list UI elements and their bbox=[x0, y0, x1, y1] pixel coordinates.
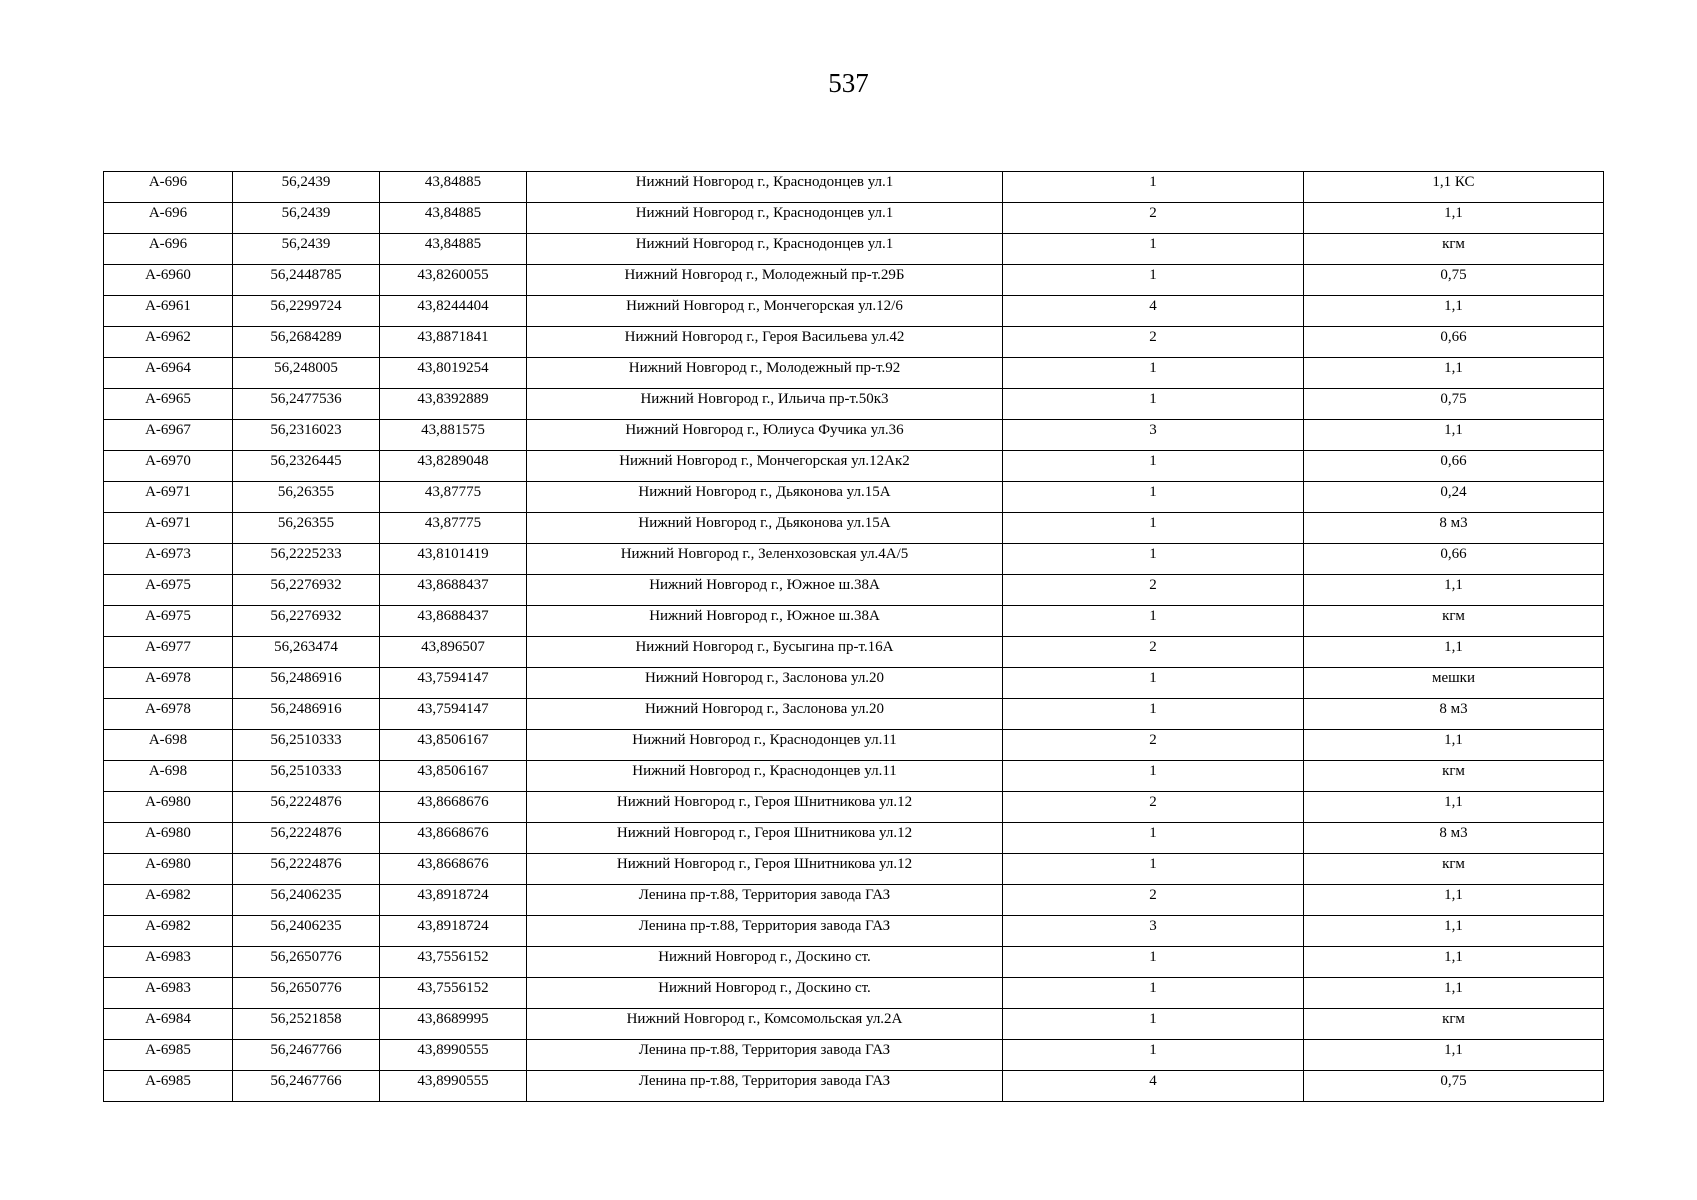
longitude-cell: 43,8260055 bbox=[380, 265, 527, 296]
latitude-cell: 56,2224876 bbox=[233, 792, 380, 823]
longitude-cell: 43,8392889 bbox=[380, 389, 527, 420]
longitude-cell: 43,8506167 bbox=[380, 730, 527, 761]
longitude-cell: 43,8101419 bbox=[380, 544, 527, 575]
table-row bbox=[104, 420, 1604, 451]
row-id-cell: А-6961 bbox=[104, 296, 233, 327]
longitude-cell: 43,8871841 bbox=[380, 327, 527, 358]
table-row bbox=[104, 637, 1604, 668]
row-id-cell: А-6985 bbox=[104, 1040, 233, 1071]
latitude-cell: 56,248005 bbox=[233, 358, 380, 389]
latitude-cell: 56,2510333 bbox=[233, 761, 380, 792]
row-id-cell: А-6977 bbox=[104, 637, 233, 668]
count-cell: 1 bbox=[1003, 978, 1304, 1009]
address-cell: Нижний Новгород г., Краснодонцев ул.1 bbox=[527, 234, 1003, 265]
row-id-cell: А-698 bbox=[104, 761, 233, 792]
latitude-cell: 56,2406235 bbox=[233, 916, 380, 947]
volume-cell: 1,1 bbox=[1304, 730, 1604, 761]
volume-cell: кгм bbox=[1304, 854, 1604, 885]
address-cell: Нижний Новгород г., Героя Васильева ул.42 bbox=[527, 327, 1003, 358]
table-row bbox=[104, 203, 1604, 234]
longitude-cell: 43,896507 bbox=[380, 637, 527, 668]
row-id-cell: А-6971 bbox=[104, 513, 233, 544]
address-cell: Ленина пр-т.88, Территория завода ГАЗ bbox=[527, 1040, 1003, 1071]
longitude-cell: 43,84885 bbox=[380, 203, 527, 234]
table-row bbox=[104, 668, 1604, 699]
address-cell: Нижний Новгород г., Комсомольская ул.2А bbox=[527, 1009, 1003, 1040]
count-cell: 1 bbox=[1003, 699, 1304, 730]
data-table bbox=[103, 171, 1604, 1102]
longitude-cell: 43,8289048 bbox=[380, 451, 527, 482]
address-cell: Нижний Новгород г., Юлиуса Фучика ул.36 bbox=[527, 420, 1003, 451]
table-row bbox=[104, 699, 1604, 730]
longitude-cell: 43,8688437 bbox=[380, 575, 527, 606]
table-row bbox=[104, 947, 1604, 978]
longitude-cell: 43,87775 bbox=[380, 513, 527, 544]
count-cell: 2 bbox=[1003, 203, 1304, 234]
row-id-cell: А-6967 bbox=[104, 420, 233, 451]
address-cell: Нижний Новгород г., Краснодонцев ул.11 bbox=[527, 761, 1003, 792]
latitude-cell: 56,2510333 bbox=[233, 730, 380, 761]
count-cell: 1 bbox=[1003, 544, 1304, 575]
volume-cell: 1,1 bbox=[1304, 575, 1604, 606]
latitude-cell: 56,2684289 bbox=[233, 327, 380, 358]
latitude-cell: 56,263474 bbox=[233, 637, 380, 668]
table-row bbox=[104, 1009, 1604, 1040]
row-id-cell: А-6984 bbox=[104, 1009, 233, 1040]
table-row bbox=[104, 513, 1604, 544]
table-row bbox=[104, 885, 1604, 916]
count-cell: 1 bbox=[1003, 1009, 1304, 1040]
row-id-cell: А-6970 bbox=[104, 451, 233, 482]
latitude-cell: 56,2467766 bbox=[233, 1071, 380, 1102]
volume-cell: 1,1 bbox=[1304, 637, 1604, 668]
volume-cell: 8 м3 bbox=[1304, 513, 1604, 544]
count-cell: 1 bbox=[1003, 172, 1304, 203]
page-number: 537 bbox=[828, 68, 869, 98]
address-cell: Нижний Новгород г., Героя Шнитникова ул.12 bbox=[527, 792, 1003, 823]
latitude-cell: 56,2224876 bbox=[233, 823, 380, 854]
count-cell: 2 bbox=[1003, 885, 1304, 916]
longitude-cell: 43,8019254 bbox=[380, 358, 527, 389]
address-cell: Нижний Новгород г., Доскино ст. bbox=[527, 978, 1003, 1009]
table-row bbox=[104, 1040, 1604, 1071]
count-cell: 1 bbox=[1003, 761, 1304, 792]
count-cell: 2 bbox=[1003, 730, 1304, 761]
volume-cell: 1,1 КС bbox=[1304, 172, 1604, 203]
longitude-cell: 43,8689995 bbox=[380, 1009, 527, 1040]
table-row bbox=[104, 234, 1604, 265]
latitude-cell: 56,2467766 bbox=[233, 1040, 380, 1071]
table-row bbox=[104, 544, 1604, 575]
count-cell: 4 bbox=[1003, 1071, 1304, 1102]
volume-cell: кгм bbox=[1304, 606, 1604, 637]
address-cell: Нижний Новгород г., Ильича пр-т.50к3 bbox=[527, 389, 1003, 420]
row-id-cell: А-6980 bbox=[104, 854, 233, 885]
count-cell: 1 bbox=[1003, 389, 1304, 420]
latitude-cell: 56,2650776 bbox=[233, 978, 380, 1009]
volume-cell: 0,66 bbox=[1304, 327, 1604, 358]
table-row bbox=[104, 296, 1604, 327]
row-id-cell: А-6975 bbox=[104, 575, 233, 606]
row-id-cell: А-6980 bbox=[104, 792, 233, 823]
count-cell: 1 bbox=[1003, 668, 1304, 699]
volume-cell: кгм bbox=[1304, 234, 1604, 265]
address-cell: Нижний Новгород г., Героя Шнитникова ул.12 bbox=[527, 823, 1003, 854]
longitude-cell: 43,87775 bbox=[380, 482, 527, 513]
longitude-cell: 43,7594147 bbox=[380, 699, 527, 730]
address-cell: Нижний Новгород г., Заслонова ул.20 bbox=[527, 699, 1003, 730]
table-row bbox=[104, 358, 1604, 389]
count-cell: 1 bbox=[1003, 234, 1304, 265]
latitude-cell: 56,26355 bbox=[233, 482, 380, 513]
table-body bbox=[104, 172, 1604, 1102]
volume-cell: 0,66 bbox=[1304, 544, 1604, 575]
latitude-cell: 56,2521858 bbox=[233, 1009, 380, 1040]
latitude-cell: 56,2299724 bbox=[233, 296, 380, 327]
latitude-cell: 56,2650776 bbox=[233, 947, 380, 978]
address-cell: Нижний Новгород г., Краснодонцев ул.11 bbox=[527, 730, 1003, 761]
address-cell: Нижний Новгород г., Дьяконова ул.15А bbox=[527, 482, 1003, 513]
row-id-cell: А-6965 bbox=[104, 389, 233, 420]
latitude-cell: 56,2439 bbox=[233, 234, 380, 265]
longitude-cell: 43,84885 bbox=[380, 234, 527, 265]
address-cell: Нижний Новгород г., Молодежный пр-т.92 bbox=[527, 358, 1003, 389]
row-id-cell: А-698 bbox=[104, 730, 233, 761]
address-cell: Нижний Новгород г., Героя Шнитникова ул.12 bbox=[527, 854, 1003, 885]
row-id-cell: А-6964 bbox=[104, 358, 233, 389]
volume-cell: кгм bbox=[1304, 1009, 1604, 1040]
count-cell: 1 bbox=[1003, 265, 1304, 296]
table-row bbox=[104, 451, 1604, 482]
address-cell: Нижний Новгород г., Доскино ст. bbox=[527, 947, 1003, 978]
latitude-cell: 56,2439 bbox=[233, 172, 380, 203]
count-cell: 1 bbox=[1003, 947, 1304, 978]
longitude-cell: 43,8668676 bbox=[380, 823, 527, 854]
table-row bbox=[104, 1071, 1604, 1102]
row-id-cell: А-6980 bbox=[104, 823, 233, 854]
latitude-cell: 56,2486916 bbox=[233, 699, 380, 730]
row-id-cell: А-6982 bbox=[104, 885, 233, 916]
longitude-cell: 43,8688437 bbox=[380, 606, 527, 637]
row-id-cell: А-696 bbox=[104, 203, 233, 234]
volume-cell: 0,75 bbox=[1304, 1071, 1604, 1102]
count-cell: 1 bbox=[1003, 823, 1304, 854]
address-cell: Нижний Новгород г., Зеленхозовская ул.4А/5 bbox=[527, 544, 1003, 575]
latitude-cell: 56,2477536 bbox=[233, 389, 380, 420]
latitude-cell: 56,2326445 bbox=[233, 451, 380, 482]
latitude-cell: 56,2448785 bbox=[233, 265, 380, 296]
volume-cell: 0,75 bbox=[1304, 389, 1604, 420]
count-cell: 1 bbox=[1003, 482, 1304, 513]
longitude-cell: 43,8990555 bbox=[380, 1071, 527, 1102]
address-cell: Нижний Новгород г., Краснодонцев ул.1 bbox=[527, 172, 1003, 203]
longitude-cell: 43,7556152 bbox=[380, 978, 527, 1009]
table-row bbox=[104, 823, 1604, 854]
address-cell: Нижний Новгород г., Краснодонцев ул.1 bbox=[527, 203, 1003, 234]
volume-cell: 1,1 bbox=[1304, 916, 1604, 947]
row-id-cell: А-6983 bbox=[104, 947, 233, 978]
volume-cell: 1,1 bbox=[1304, 947, 1604, 978]
row-id-cell: А-6978 bbox=[104, 668, 233, 699]
row-id-cell: А-6978 bbox=[104, 699, 233, 730]
table-row bbox=[104, 761, 1604, 792]
row-id-cell: А-6983 bbox=[104, 978, 233, 1009]
volume-cell: 0,24 bbox=[1304, 482, 1604, 513]
table-row bbox=[104, 327, 1604, 358]
table-row bbox=[104, 389, 1604, 420]
longitude-cell: 43,7556152 bbox=[380, 947, 527, 978]
count-cell: 3 bbox=[1003, 916, 1304, 947]
address-cell: Нижний Новгород г., Южное ш.38А bbox=[527, 606, 1003, 637]
table-row bbox=[104, 978, 1604, 1009]
row-id-cell: А-6985 bbox=[104, 1071, 233, 1102]
latitude-cell: 56,26355 bbox=[233, 513, 380, 544]
address-cell: Ленина пр-т.88, Территория завода ГАЗ bbox=[527, 916, 1003, 947]
longitude-cell: 43,8990555 bbox=[380, 1040, 527, 1071]
row-id-cell: А-696 bbox=[104, 234, 233, 265]
row-id-cell: А-6982 bbox=[104, 916, 233, 947]
row-id-cell: А-6960 bbox=[104, 265, 233, 296]
count-cell: 2 bbox=[1003, 327, 1304, 358]
longitude-cell: 43,8918724 bbox=[380, 916, 527, 947]
volume-cell: 1,1 bbox=[1304, 978, 1604, 1009]
row-id-cell: А-6971 bbox=[104, 482, 233, 513]
table-row bbox=[104, 792, 1604, 823]
address-cell: Нижний Новгород г., Мончегорская ул.12/6 bbox=[527, 296, 1003, 327]
volume-cell: 1,1 bbox=[1304, 792, 1604, 823]
table-row bbox=[104, 916, 1604, 947]
table-row bbox=[104, 482, 1604, 513]
count-cell: 1 bbox=[1003, 513, 1304, 544]
count-cell: 2 bbox=[1003, 637, 1304, 668]
latitude-cell: 56,2486916 bbox=[233, 668, 380, 699]
latitude-cell: 56,2276932 bbox=[233, 575, 380, 606]
address-cell: Нижний Новгород г., Мончегорская ул.12Ак2 bbox=[527, 451, 1003, 482]
count-cell: 1 bbox=[1003, 854, 1304, 885]
row-id-cell: А-696 bbox=[104, 172, 233, 203]
count-cell: 1 bbox=[1003, 1040, 1304, 1071]
volume-cell: 8 м3 bbox=[1304, 699, 1604, 730]
address-cell: Нижний Новгород г., Заслонова ул.20 bbox=[527, 668, 1003, 699]
longitude-cell: 43,8668676 bbox=[380, 854, 527, 885]
latitude-cell: 56,2224876 bbox=[233, 854, 380, 885]
longitude-cell: 43,8668676 bbox=[380, 792, 527, 823]
longitude-cell: 43,8506167 bbox=[380, 761, 527, 792]
table-row bbox=[104, 172, 1604, 203]
volume-cell: кгм bbox=[1304, 761, 1604, 792]
longitude-cell: 43,881575 bbox=[380, 420, 527, 451]
table-row bbox=[104, 606, 1604, 637]
row-id-cell: А-6962 bbox=[104, 327, 233, 358]
latitude-cell: 56,2406235 bbox=[233, 885, 380, 916]
volume-cell: 0,75 bbox=[1304, 265, 1604, 296]
longitude-cell: 43,84885 bbox=[380, 172, 527, 203]
count-cell: 1 bbox=[1003, 358, 1304, 389]
count-cell: 3 bbox=[1003, 420, 1304, 451]
table-row bbox=[104, 265, 1604, 296]
volume-cell: 1,1 bbox=[1304, 1040, 1604, 1071]
longitude-cell: 43,8918724 bbox=[380, 885, 527, 916]
count-cell: 1 bbox=[1003, 451, 1304, 482]
count-cell: 2 bbox=[1003, 575, 1304, 606]
count-cell: 4 bbox=[1003, 296, 1304, 327]
volume-cell: 1,1 bbox=[1304, 296, 1604, 327]
count-cell: 2 bbox=[1003, 792, 1304, 823]
longitude-cell: 43,7594147 bbox=[380, 668, 527, 699]
address-cell: Нижний Новгород г., Дьяконова ул.15А bbox=[527, 513, 1003, 544]
volume-cell: мешки bbox=[1304, 668, 1604, 699]
volume-cell: 1,1 bbox=[1304, 358, 1604, 389]
row-id-cell: А-6973 bbox=[104, 544, 233, 575]
latitude-cell: 56,2316023 bbox=[233, 420, 380, 451]
volume-cell: 1,1 bbox=[1304, 885, 1604, 916]
latitude-cell: 56,2225233 bbox=[233, 544, 380, 575]
volume-cell: 0,66 bbox=[1304, 451, 1604, 482]
table-row bbox=[104, 730, 1604, 761]
address-cell: Нижний Новгород г., Молодежный пр-т.29Б bbox=[527, 265, 1003, 296]
address-cell: Нижний Новгород г., Южное ш.38А bbox=[527, 575, 1003, 606]
latitude-cell: 56,2276932 bbox=[233, 606, 380, 637]
address-cell: Нижний Новгород г., Бусыгина пр-т.16А bbox=[527, 637, 1003, 668]
volume-cell: 1,1 bbox=[1304, 420, 1604, 451]
count-cell: 1 bbox=[1003, 606, 1304, 637]
longitude-cell: 43,8244404 bbox=[380, 296, 527, 327]
volume-cell: 1,1 bbox=[1304, 203, 1604, 234]
latitude-cell: 56,2439 bbox=[233, 203, 380, 234]
address-cell: Ленина пр-т.88, Территория завода ГАЗ bbox=[527, 885, 1003, 916]
volume-cell: 8 м3 bbox=[1304, 823, 1604, 854]
row-id-cell: А-6975 bbox=[104, 606, 233, 637]
table-row bbox=[104, 854, 1604, 885]
table-row bbox=[104, 575, 1604, 606]
address-cell: Ленина пр-т.88, Территория завода ГАЗ bbox=[527, 1071, 1003, 1102]
